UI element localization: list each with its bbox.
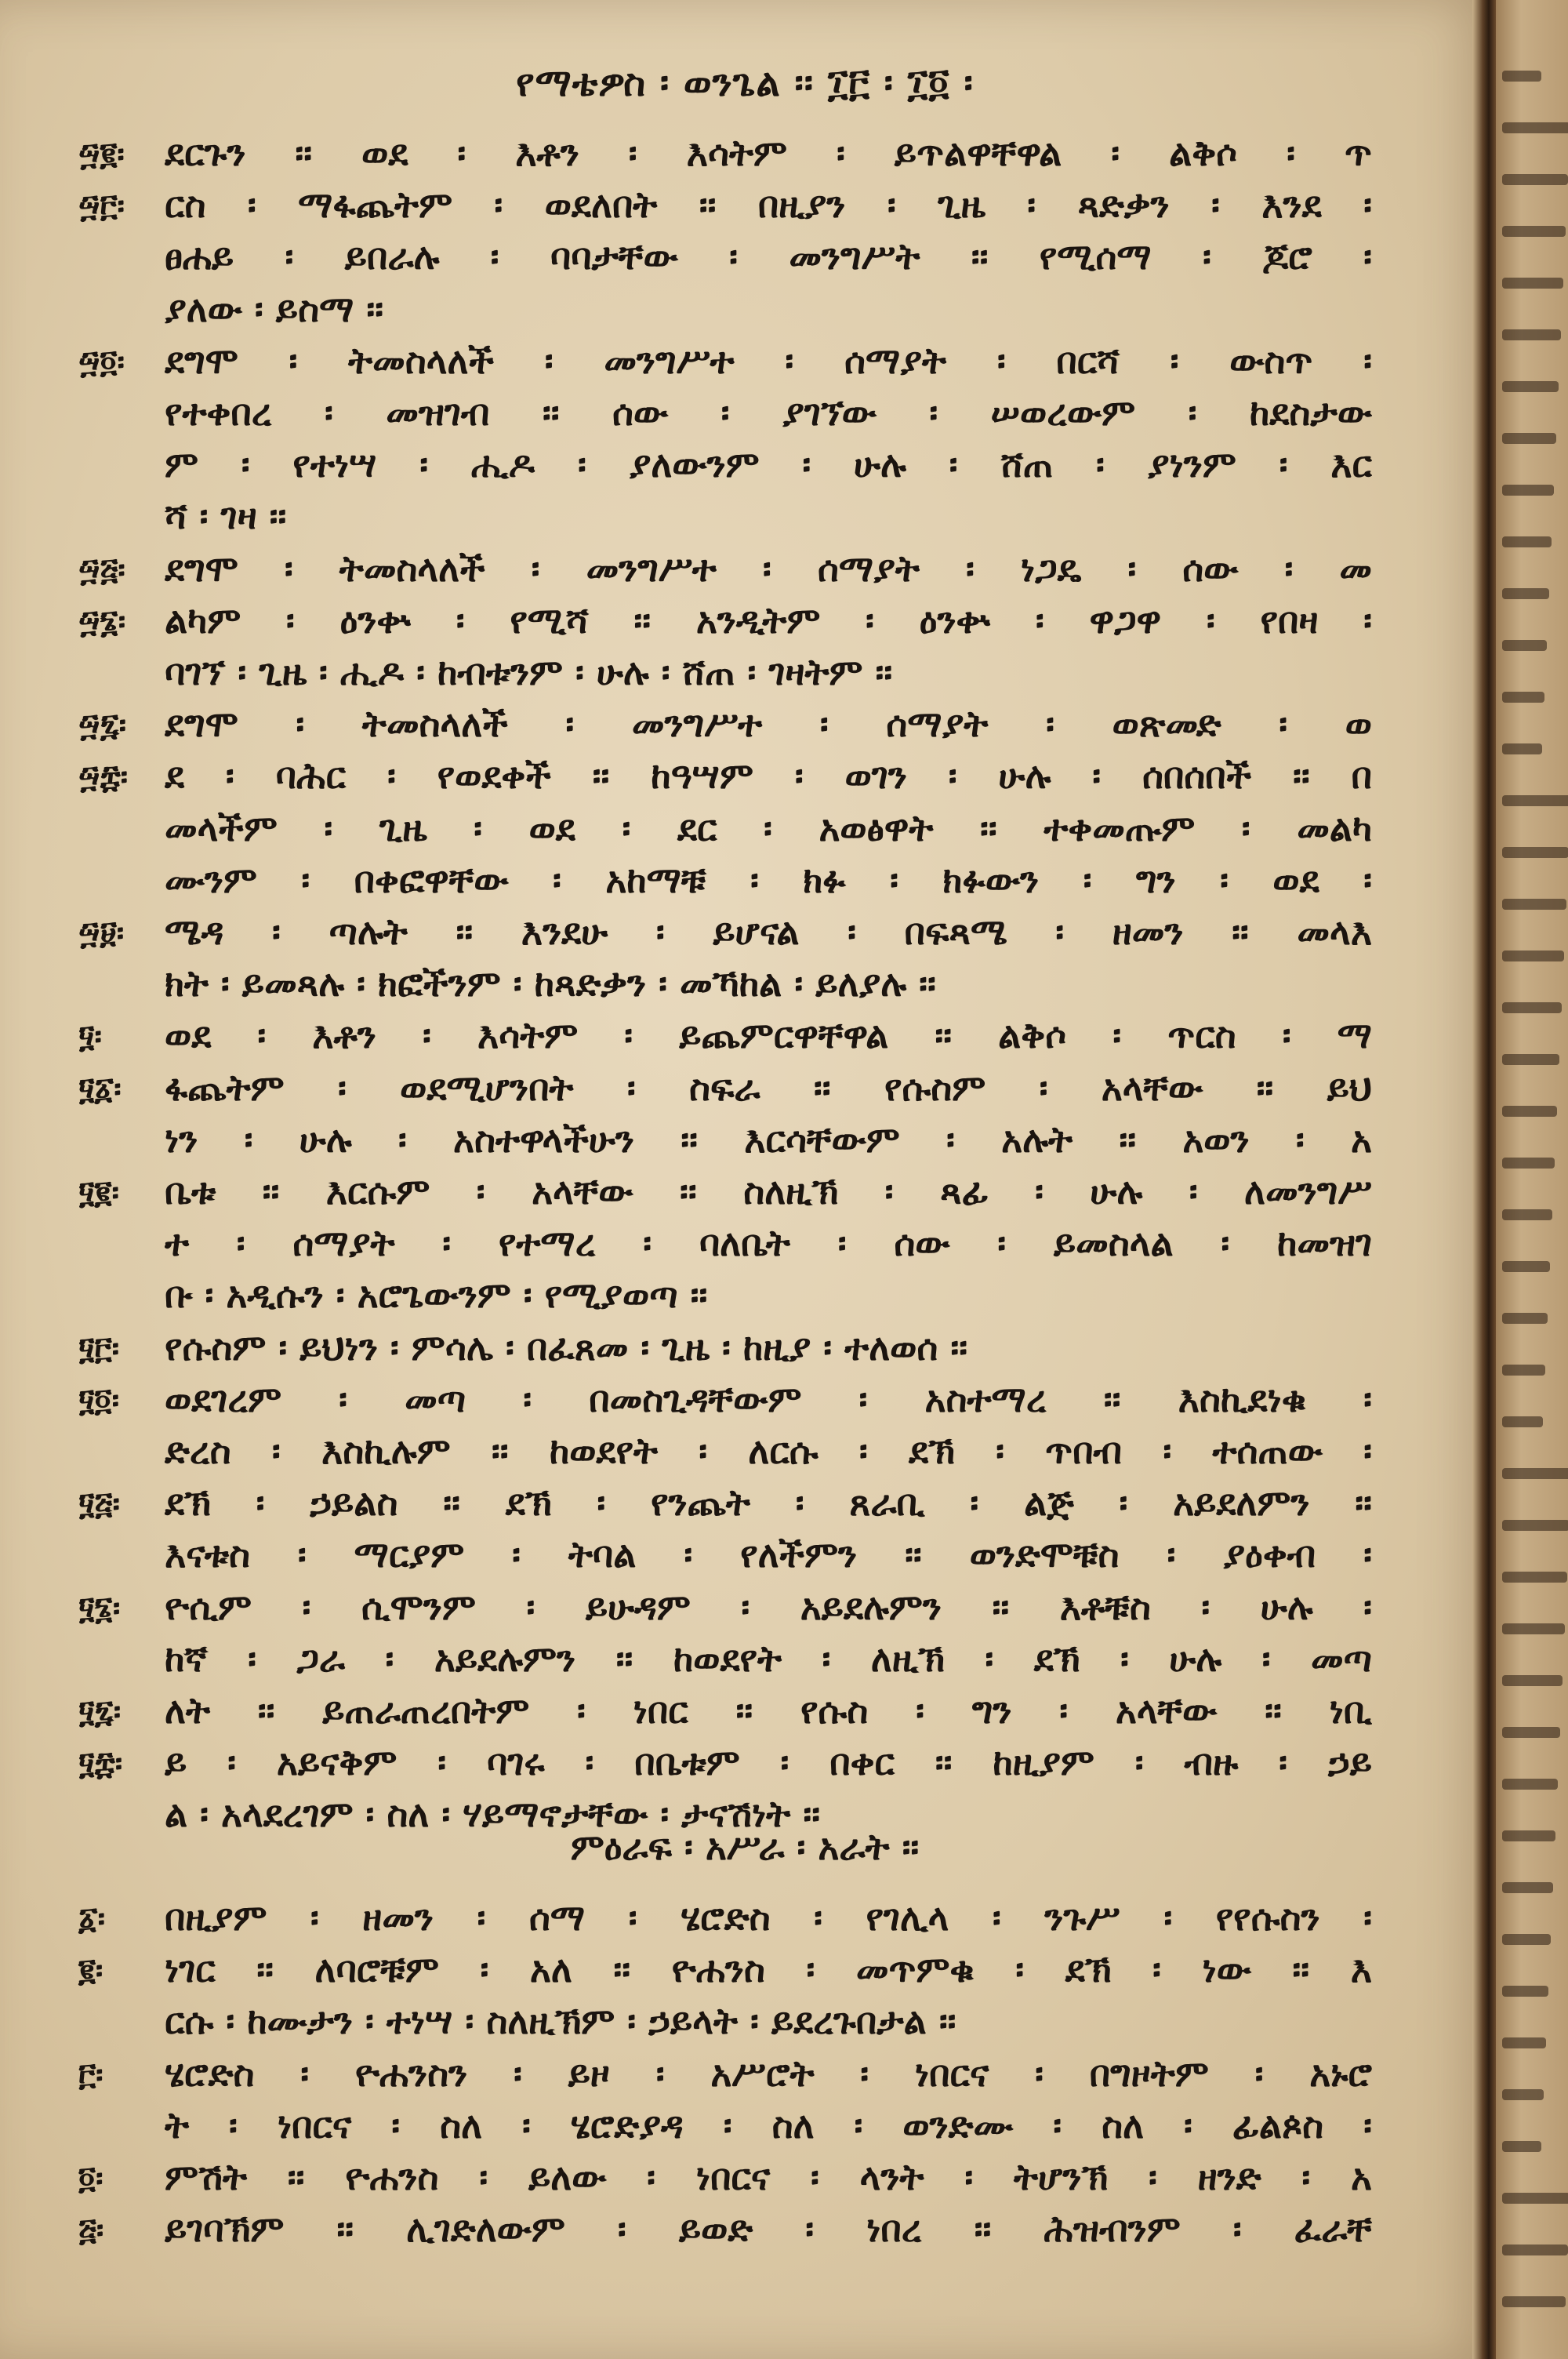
text-line (0, 807, 1490, 859)
facing-page-text-mark (1502, 2089, 1544, 2100)
line-text: ሙንም ፡ በቀፎዋቸው ፡ አከማቹ ፡ ክፉ ፡ ክፉውን ፡ ግን ፡ ወደ ፡ (165, 858, 1372, 901)
line-text: ምሽት ፡፡ ዮሐንስ ፡ ይለው ፡ ነበርና ፡ ላንት ፡ ትሆንኽ ፡ ዘንድ ፡ አ (165, 2156, 1372, 2198)
text-line (0, 1118, 1490, 1170)
text-line (0, 1637, 1490, 1689)
text-line (0, 443, 1490, 495)
verse-number: ፵፰፡ (78, 759, 129, 796)
line-text: ቤቱ ፡፡ እርሱም ፡ አላቸው ፡፡ ስለዚኽ ፡ ጻፊ ፡ ሁሉ ፡ ለመንግሥ (165, 1170, 1372, 1212)
text-line (0, 754, 1490, 806)
facing-page-text-mark (1502, 174, 1568, 185)
verse-number: ፶፯፡ (78, 1694, 122, 1730)
text-line (0, 962, 1490, 1014)
facing-page-text-mark (1502, 899, 1566, 910)
text-line (0, 391, 1490, 443)
line-text: ሜዳ ፡ ጣሉት ፡፡ እንደሁ ፡ ይሆናል ፡ በፍጻሜ ፡ ዘመን ፡፡ መላእ (165, 911, 1372, 953)
verse-number: ፵፪፡ (78, 136, 125, 173)
text-line (0, 1586, 1490, 1637)
verse-number: ፶፬፡ (78, 1382, 120, 1419)
line-text: ሻ ፡ ገዛ ፡፡ (165, 495, 287, 538)
line-text: ፀሐይ ፡ ይበራሉ ፡ ባባታቸው ፡ መንግሥት ፡፡ የሚሰማ ፡ ጆሮ ፡ (165, 235, 1372, 278)
verse-number: ፭፡ (78, 2212, 104, 2249)
facing-page-text-mark (1502, 2296, 1566, 2307)
text-line (0, 651, 1490, 703)
facing-page-text-mark (1502, 2245, 1568, 2255)
verse-number: ፶፩፡ (78, 1070, 122, 1107)
facing-page-text-mark (1502, 381, 1559, 392)
facing-page-text-mark (1502, 1313, 1548, 1324)
verse-number: ፵፫፡ (78, 188, 125, 225)
facing-page-text-mark (1502, 1779, 1558, 1790)
facing-page-text-mark (1502, 1934, 1551, 1945)
text-line (0, 2156, 1490, 2208)
text-line (0, 1326, 1490, 1378)
facing-page-text-mark (1502, 2037, 1546, 2048)
text-line (0, 2052, 1490, 2104)
facing-page-text-mark (1502, 588, 1549, 599)
line-text: ይገባኽም ፡፡ ሊገድለውም ፡ ይወድ ፡ ነበረ ፡፡ ሕዝብንም ፡ ፈራቸ (165, 2208, 1372, 2251)
line-text: ም ፡ የተነሣ ፡ ሒዶ ፡ ያለውንም ፡ ሁሉ ፡ ሸጠ ፡ ያነንም ፡ እር (165, 443, 1372, 486)
facing-page-text-mark (1502, 278, 1563, 289)
text-line (0, 1896, 1490, 1948)
line-text: የሱስም ፡ ይህነን ፡ ምሳሌ ፡ በፈጸመ ፡ ጊዜ ፡ ከዚያ ፡ ተለወሰ ፡፡ (165, 1325, 968, 1369)
text-line (0, 1430, 1490, 1481)
text-line (0, 1014, 1490, 1066)
text-line (0, 547, 1490, 599)
facing-page-text-mark (1502, 847, 1568, 858)
text-line (0, 1533, 1490, 1585)
line-text: እናቱስ ፡ ማርያም ፡ ትባል ፡ የለችምን ፡፡ ወንድሞቹስ ፡ ያዕቀብ ፡ (165, 1533, 1372, 1576)
line-text: ት ፡ ነበርና ፡ ስለ ፡ ሄሮድያዳ ፡ ስለ ፡ ወንድሙ ፡ ስለ ፡ ፊልጶስ ፡ (165, 2103, 1372, 2146)
line-text: ዮሲም ፡ ሲሞንም ፡ ይሁዳም ፡ አይደሉምን ፡፡ እቶቹስ ፡ ሁሉ ፡ (165, 1585, 1372, 1628)
text-line (0, 1274, 1490, 1325)
facing-page-text-mark (1502, 795, 1568, 806)
line-text: ነገር ፡፡ ለባሮቹም ፡ አለ ፡፡ ዮሐንስ ፡ መጥምቁ ፡ ደኽ ፡ ነው ፡፡ እ (165, 1948, 1372, 1991)
verse-number: ፪፡ (78, 1953, 103, 1990)
verse-number: ፶፫፡ (78, 1330, 120, 1367)
facing-page-text-mark (1502, 329, 1561, 340)
facing-page-text-mark (1502, 640, 1547, 651)
line-text: ያለው ፡ ይስማ ፡፡ (165, 287, 384, 330)
facing-page-text-mark (1502, 2193, 1568, 2204)
line-text: ባገኘ ፡ ጊዜ ፡ ሒዶ ፡ ከብቱንም ፡ ሁሉ ፡ ሸጠ ፡ ገዛትም ፡፡ (165, 651, 893, 693)
line-text: ከኛ ፡ ጋራ ፡ አይደሉምን ፡፡ ከወደየት ፡ ለዚኽ ፡ ደኽ ፡ ሁሉ ፡ መጣ (165, 1637, 1372, 1680)
line-text: ደ ፡ ባሕር ፡ የወደቀች ፡፡ ከዓሣም ፡ ወገን ፡ ሁሉ ፡ ሰበሰበች ፡፡ በ (165, 754, 1372, 798)
line-text: ደግሞ ፡ ትመስላለች ፡ መንግሥተ ፡ ሰማያት ፡ ወጽመድ ፡ ወ (165, 703, 1372, 746)
text-line (0, 1170, 1490, 1222)
verse-number: ፵፯፡ (78, 707, 127, 744)
verse-number: ፬፡ (78, 2161, 103, 2197)
line-text: ደግሞ ፡ ትመስላለች ፡ መንግሥተ ፡ ሰማያት ፡ በርሻ ፡ ውስጥ ፡ (165, 339, 1372, 382)
verse-number: ፵፮፡ (78, 603, 126, 640)
line-text: ድረስ ፡ እስኪሉም ፡፡ ከወደየት ፡ ለርሱ ፡ ደኽ ፡ ጥበብ ፡ ተሰጠው ፡ (165, 1430, 1372, 1472)
facing-page-text-mark (1502, 1520, 1568, 1531)
text-line (0, 235, 1490, 287)
facing-page-text-mark (1502, 122, 1568, 133)
line-text: ደኽ ፡ ኃይልስ ፡፡ ደኽ ፡ የንጨት ፡ ጸራቢ ፡ ልጅ ፡ አይደለምን ፡፡ (165, 1481, 1372, 1525)
facing-page-text-mark (1502, 1830, 1555, 1841)
text-line (0, 1222, 1490, 1274)
verse-number: ፶፪፡ (78, 1175, 119, 1211)
facing-page-text-mark (1502, 1572, 1567, 1583)
line-text: ል ፡ አላደረገም ፡ ስለ ፡ ሃይማኖታቸው ፡ ታናሽነት ፡፡ (165, 1793, 821, 1836)
line-text: ርሱ ፡ ከሙታን ፡ ተነሣ ፡ ስለዚኽም ፡ ኃይላት ፡ ይደረጉበታል ፡፡ (165, 2000, 956, 2043)
verse-number: ፶፰፡ (78, 1746, 123, 1783)
text-line (0, 859, 1490, 911)
facing-page-text-mark (1502, 2141, 1541, 2152)
text-line (0, 1378, 1490, 1430)
verse-number: ፩፡ (78, 1901, 106, 1937)
text-line (0, 2208, 1490, 2259)
text-line (0, 340, 1490, 391)
facing-page-text-mark (1502, 1727, 1560, 1738)
facing-page-text-mark (1502, 536, 1552, 547)
verse-number: ፵፱፡ (78, 915, 125, 951)
facing-page-text-mark (1502, 1416, 1543, 1427)
verse-number: ፶፮፡ (78, 1590, 121, 1627)
line-text: ነን ፡ ሁሉ ፡ አስተዋላችሁን ፡፡ እርሳቸውም ፡ አሉት ፡፡ አወን ፡ አ (165, 1118, 1372, 1161)
book-gutter (1472, 0, 1496, 2359)
verse-number: ፶፡ (78, 1019, 102, 1056)
line-text: ለት ፡፡ ይጠራጠረበትም ፡ ነበር ፡፡ የሱስ ፡ ግን ፡ አላቸው ፡፡ ነቢ (165, 1689, 1372, 1732)
facing-page-text-mark (1502, 1365, 1545, 1376)
verse-number: ፵፬፡ (78, 343, 125, 380)
line-text: ቡ ፡ አዲሱን ፡ አሮጌውንም ፡ የሚያወጣ ፡፡ (165, 1274, 708, 1317)
line-text: ሄሮድስ ፡ ዮሐንስን ፡ ይዞ ፡ አሥሮት ፡ ነበርና ፡ በግዞትም ፡ አኑሮ (165, 2052, 1372, 2095)
text-line (0, 703, 1490, 754)
line-text: ይ ፡ አይናቅም ፡ ባገሩ ፡ በቤቱም ፡ በቀር ፡፡ ከዚያም ፡ ብዙ ፡ ኃይ (165, 1741, 1372, 1784)
text-line (0, 2104, 1490, 2156)
facing-page-text-mark (1502, 692, 1544, 703)
facing-page-text-mark (1502, 1675, 1563, 1686)
line-text: ተ ፡ ሰማያት ፡ የተማረ ፡ ባለቤት ፡ ሰው ፡ ይመስላል ፡ ከመዝገ (165, 1222, 1372, 1265)
verse-number: ፶፭፡ (78, 1486, 120, 1523)
facing-page-text-mark (1502, 1158, 1555, 1169)
facing-page-text-mark (1502, 226, 1566, 237)
facing-page-text-mark (1502, 743, 1542, 754)
facing-page-text-mark (1502, 1468, 1568, 1479)
text-line (0, 2000, 1490, 2052)
line-text: መላችም ፡ ጊዜ ፡ ወደ ፡ ደር ፡ አወፅዋት ፡፡ ተቀመጡም ፡ መልካ (165, 806, 1372, 849)
text-line (0, 599, 1490, 651)
line-text: ክት ፡ ይመጻሉ ፡ ክፎችንም ፡ ከጻድቃን ፡ መኻከል ፡ ይለያሉ ፡፡ (165, 962, 936, 1005)
line-text: ደርጉን ፡፡ ወደ ፡ እቶን ፡ እሳትም ፡ ይጥልዋቸዋል ፡ ልቅሶ ፡ ጥ (165, 132, 1372, 174)
facing-page-text-mark (1502, 1986, 1548, 1997)
facing-page-edge (1496, 0, 1568, 2359)
facing-page-text-mark (1502, 1054, 1559, 1065)
facing-page-text-mark (1502, 433, 1556, 444)
facing-page-text-mark (1502, 1882, 1553, 1893)
text-line (0, 1741, 1490, 1793)
text-line (0, 288, 1490, 340)
line-text: ልካም ፡ ዕንቍ ፡ የሚሻ ፡፡ አንዲትም ፡ ዕንቍ ፡ ዋጋዋ ፡ የበዛ ፡ (165, 598, 1372, 642)
chapter-heading: ምዕራፍ ፡ አሥራ ፡ አራት ፡፡ (570, 1826, 920, 1868)
facing-page-text-mark (1502, 1261, 1550, 1272)
facing-page-text-mark (1502, 71, 1541, 82)
facing-page-text-mark (1502, 951, 1564, 961)
facing-page-text-mark (1502, 1209, 1552, 1220)
text-line (0, 1689, 1490, 1741)
text-line (0, 132, 1490, 184)
text-line (0, 1948, 1490, 2000)
line-text: ወደገረም ፡ መጣ ፡ በመስጊዳቸውም ፡ አስተማረ ፡፡ እስኪደነቁ ፡ (165, 1377, 1372, 1420)
text-line (0, 1067, 1490, 1118)
facing-page-text-mark (1502, 485, 1554, 496)
line-text: ፋጨትም ፡ ወደሚሆንበት ፡ ስፍራ ፡፡ የሱስም ፡ አላቸው ፡፡ ይህ (165, 1066, 1372, 1109)
line-text: ደግሞ ፡ ትመስላለች ፡ መንግሥተ ፡ ሰማያት ፡ ነጋዴ ፡ ሰው ፡ መ (165, 547, 1372, 590)
line-text: ወደ ፡ እቶን ፡ እሳትም ፡ ይጨምርዋቸዋል ፡፡ ልቅሶ ፡ ጥርስ ፡ ማ (165, 1014, 1372, 1057)
running-header: የማቴዎስ ፡ ወንጌል ፡፡ ፲፫ ፡ ፲፬ ፡ (516, 61, 974, 105)
facing-page-text-mark (1502, 1002, 1562, 1013)
facing-page-text-mark (1502, 1623, 1565, 1634)
text-line (0, 184, 1490, 235)
facing-page-text-mark (1502, 1106, 1557, 1117)
verse-number: ፵፭፡ (78, 551, 125, 588)
line-text: ርስ ፡ ማፋጨትም ፡ ወደለበት ፡፡ በዚያን ፡ ጊዜ ፡ ጻድቃን ፡ እንደ ፡ (165, 184, 1372, 227)
verse-number: ፫፡ (78, 2056, 103, 2093)
text-line (0, 911, 1490, 962)
text-line (0, 1481, 1490, 1533)
line-text: የተቀበረ ፡ መዝገብ ፡፡ ሰው ፡ ያገኘው ፡ ሠወረውም ፡ ከደስታው (165, 391, 1372, 434)
line-text: በዚያም ፡ ዘመን ፡ ሰማ ፡ ሄሮድስ ፡ የገሊላ ፡ ንጉሥ ፡ የየሱስን ፡ (165, 1896, 1372, 1939)
text-line (0, 495, 1490, 547)
